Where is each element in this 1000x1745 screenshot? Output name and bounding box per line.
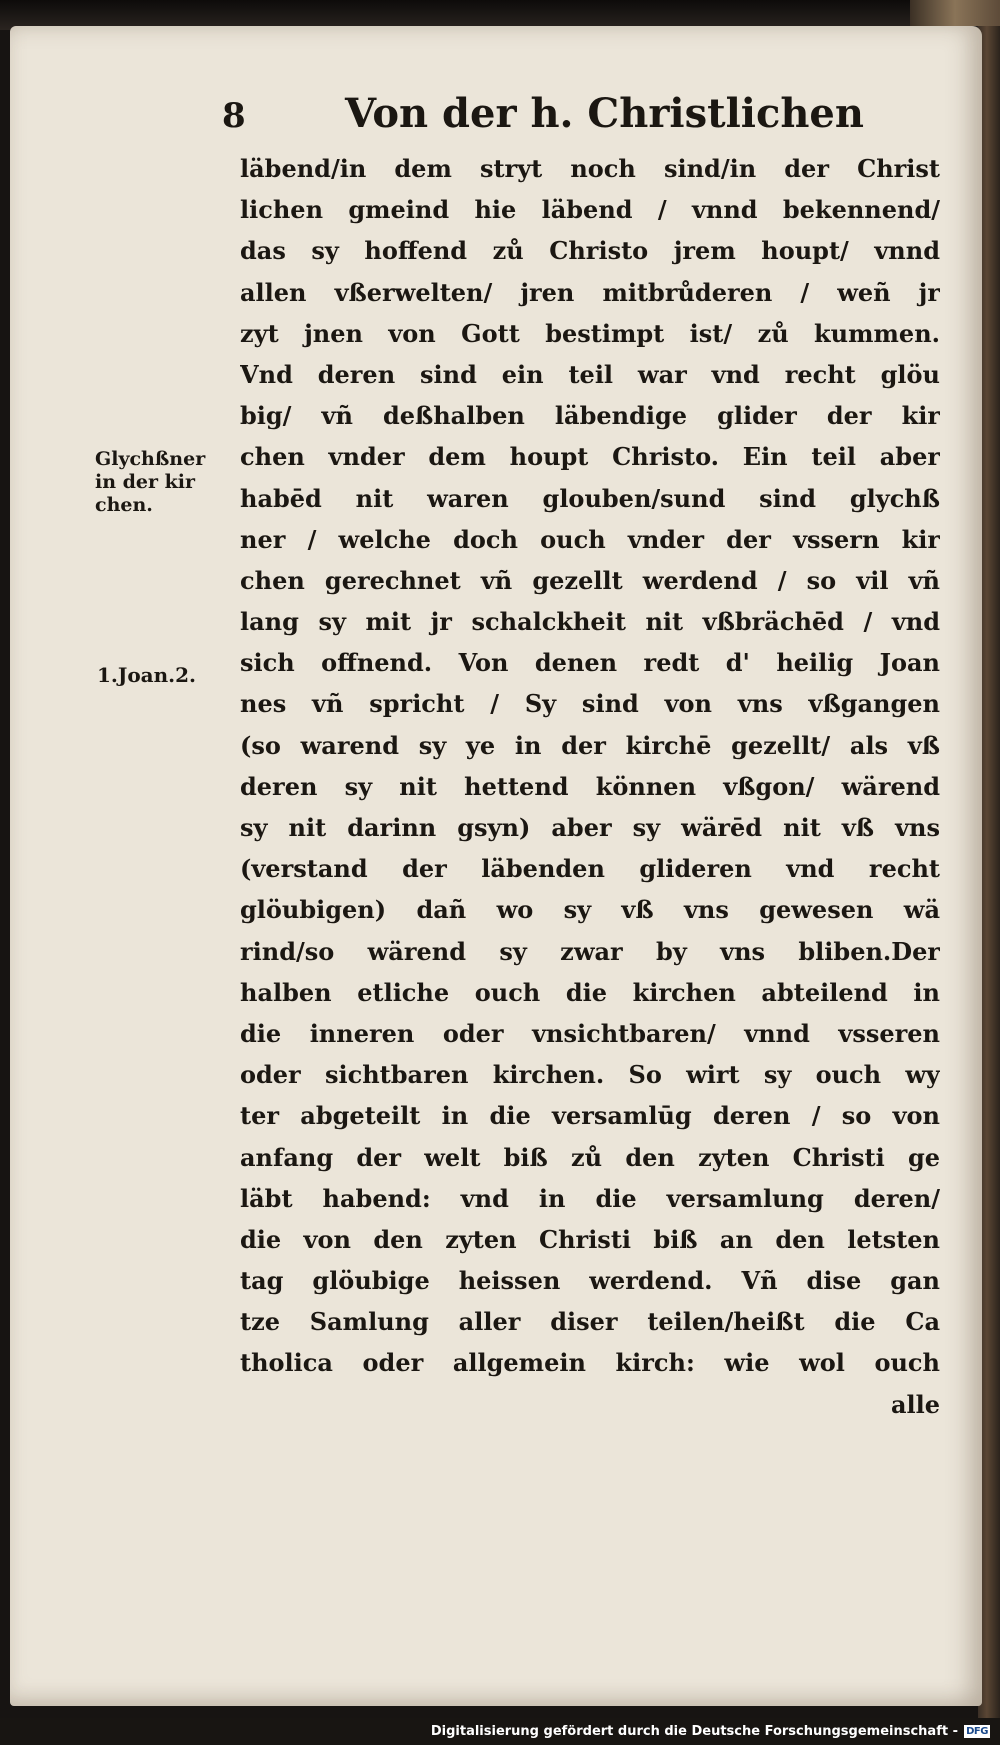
text-line: big/ vñ deßhalben läbendige glider der kir xyxy=(240,401,940,431)
text-line: tze Samlung aller diser teilen/heißt die Ca xyxy=(240,1307,940,1337)
text-line: tag glöubige heissen werdend. Vñ dise gan xyxy=(240,1266,940,1296)
text-line: die inneren oder vnsichtbaren/ vnnd vsseren xyxy=(240,1018,940,1048)
marginal-note-line: in der kir xyxy=(95,471,196,493)
text-line: (verstand der läbenden glideren vnd recht xyxy=(240,854,940,884)
text-line: habēd nit waren glouben/sund sind glychß xyxy=(240,483,940,513)
text-line: deren sy nit hettend können vßgon/ wärend xyxy=(240,771,940,801)
text-line: das sy hoffend zů Christo jrem houpt/ vnnd xyxy=(240,236,940,266)
text-line: tholica oder allgemein kirch: wie wol ouch xyxy=(240,1348,940,1378)
body-text xyxy=(240,148,940,1425)
running-head: Von der h. Christlichen xyxy=(345,90,864,137)
marginal-note-line: chen. xyxy=(95,494,153,516)
text-line: ner / welche doch ouch vnder der vssern kir xyxy=(240,524,940,554)
text-line: rind/so wärend sy zwar by vns bliben.Der xyxy=(240,936,940,966)
text-line: anfang der welt biß zů den zyten Christi ge xyxy=(240,1142,940,1172)
text-line: Vnd deren sind ein teil war vnd recht glöu xyxy=(240,359,940,389)
catchword: alle xyxy=(890,1389,940,1419)
marginal-note-reference: 1.Joan.2. xyxy=(97,663,197,687)
text-line: lichen gmeind hie läbend / vnnd bekennend/ xyxy=(240,195,940,225)
text-line: halben etliche ouch die kirchen abteilend in xyxy=(240,977,940,1007)
marginal-note-hypocrites xyxy=(95,448,205,517)
dfg-logo: DFG xyxy=(964,1725,990,1738)
marginal-note-line: Glychßner xyxy=(95,448,206,470)
text-line: läbt habend: vnd in die versamlung deren/ xyxy=(240,1183,940,1213)
text-line: chen gerechnet vñ gezellt werdend / so vil vñ xyxy=(240,565,940,595)
page-number: 8 xyxy=(222,96,246,136)
text-line: chen vnder dem houpt Christo. Ein teil aber xyxy=(240,442,940,472)
funding-notice: Digitalisierung gefördert durch die Deutsche Forschungsgemeinschaft - xyxy=(430,1724,958,1739)
text-line: (so warend sy ye in der kirchē gezellt/ als vß xyxy=(240,730,940,760)
text-line: sy nit darinn gsyn) aber sy wärēd nit vß vns xyxy=(240,813,940,842)
text-line: allen vßerwelten/ jren mitbrůderen / weñ jr xyxy=(240,277,940,307)
text-line: läbend/in dem stryt noch sind/in der Christ xyxy=(240,154,940,183)
book-spine-corner xyxy=(910,0,1000,26)
text-line: glöubigen) dañ wo sy vß vns gewesen wä xyxy=(240,895,940,925)
text-line: oder sichtbaren kirchen. So wirt sy ouch wy xyxy=(240,1060,940,1090)
text-line: die von den zyten Christi biß an den letsten xyxy=(240,1224,940,1254)
text-line: zyt jnen von Gott bestimpt ist/ zů kummen. xyxy=(240,318,940,348)
text-line: sich offnend. Von denen redt d' heilig Joan xyxy=(240,648,940,678)
text-line: nes vñ spricht / Sy sind von vns vßgangen xyxy=(240,689,940,719)
text-line: ter abgeteilt in die versamlūg deren / so von xyxy=(240,1101,940,1131)
text-line: lang sy mit jr schalckheit nit vßbrächēd / vnd xyxy=(240,607,940,637)
